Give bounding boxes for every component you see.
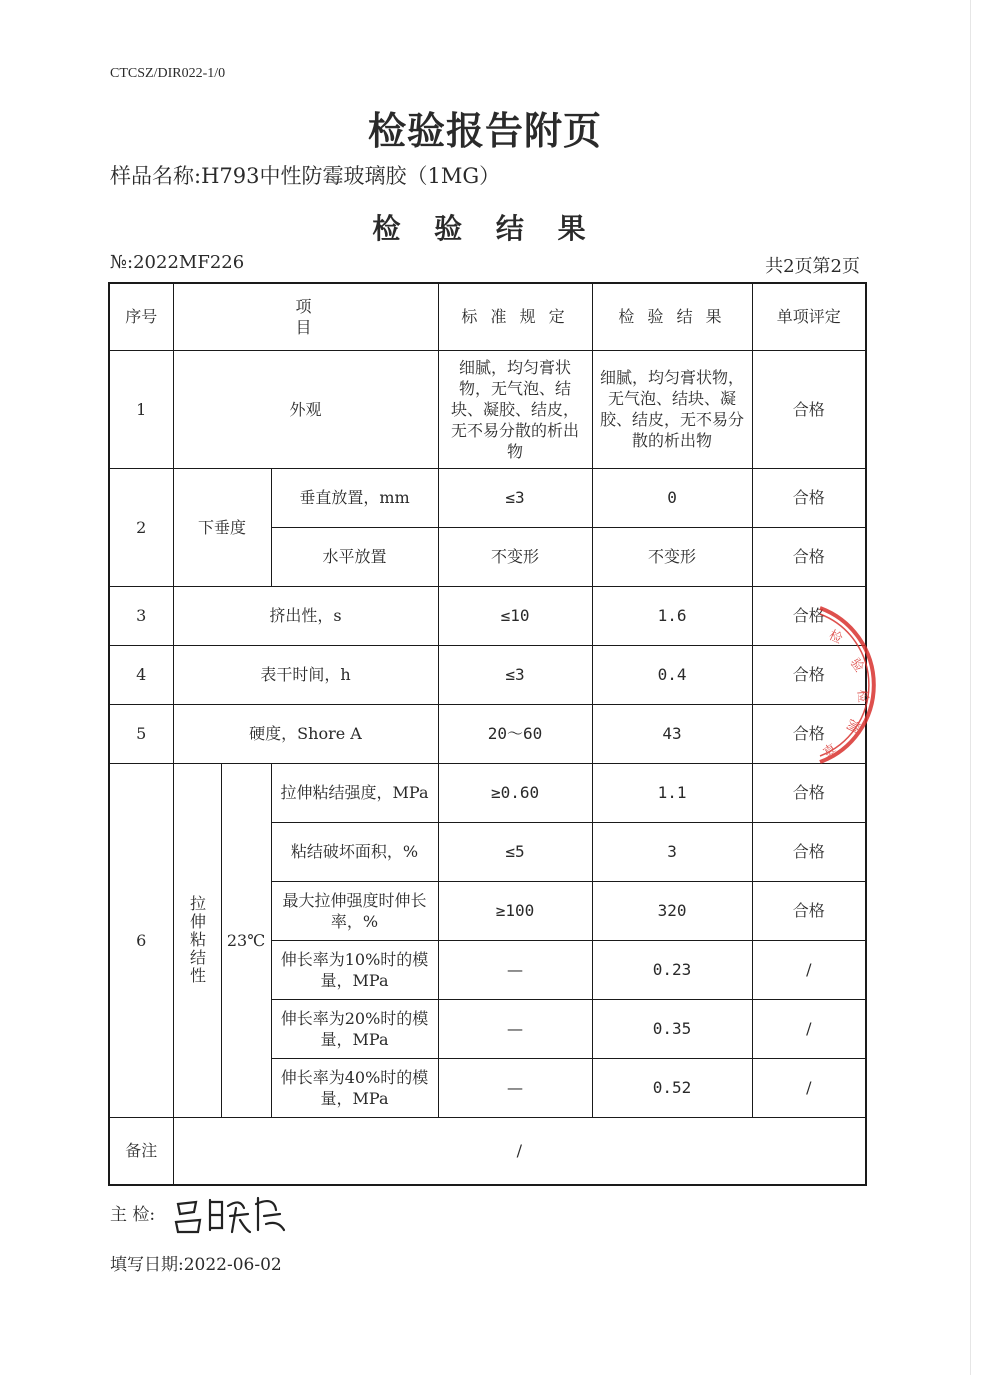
row-result: 3 [592, 822, 752, 881]
inspector-label: 主 检: [110, 1205, 156, 1225]
row-index: 4 [109, 645, 173, 704]
page-count: 共2页第2页 [765, 256, 860, 277]
row-result: 0.52 [592, 1058, 752, 1117]
page-title: 检验报告附页 [367, 108, 602, 153]
table-header-row [109, 283, 866, 350]
fill-date: 填写日期:2022-06-02 [110, 1255, 282, 1275]
table-row [109, 350, 866, 468]
row-verdict: 合格 [752, 822, 866, 881]
document-code: CTCSZ/DIR022-1/0 [110, 66, 226, 81]
row-standard: ≥0.60 [438, 763, 592, 822]
row-result: 0.35 [592, 999, 752, 1058]
row-verdict: 合格 [752, 586, 866, 645]
remarks-value: / [173, 1117, 866, 1185]
page-edge-line [970, 0, 971, 1375]
row-verdict: 合格 [752, 468, 866, 527]
row-verdict: 合格 [752, 704, 866, 763]
row-item: 最大拉伸强度时伸长率，% [271, 881, 438, 940]
row-result: 细腻，均匀膏状物，无气泡、结块、凝胶、结皮，无不易分散的析出物 [592, 350, 752, 468]
table-row [109, 586, 866, 645]
row-item: 表干时间，h [173, 645, 438, 704]
row-verdict: 合格 [752, 763, 866, 822]
row-item: 粘结破坏面积，% [271, 822, 438, 881]
row-item: 挤出性，s [173, 586, 438, 645]
row-result: 1.1 [592, 763, 752, 822]
row-standard: ≤3 [438, 468, 592, 527]
sample-name-line [110, 160, 500, 190]
svg-text:检: 检 [854, 689, 871, 704]
row-group-sag: 下垂度 [173, 468, 271, 586]
row-standard: ≤5 [438, 822, 592, 881]
remarks-label: 备注 [109, 1117, 173, 1185]
row-index: 6 [109, 763, 173, 1117]
header-item: 项目 [173, 283, 438, 350]
inspector-signature [170, 1190, 290, 1238]
results-table [108, 282, 867, 1186]
row-item: 硬度，Shore A [173, 704, 438, 763]
header-verdict: 单项评定 [752, 283, 866, 350]
row-index: 2 [109, 468, 173, 586]
row-result: 1.6 [592, 586, 752, 645]
row-result: 0 [592, 468, 752, 527]
row-standard: — [438, 940, 592, 999]
row-verdict: / [752, 1058, 866, 1117]
row-verdict: 合格 [752, 350, 866, 468]
row-condition: 23℃ [221, 763, 271, 1117]
row-standard: ≥100 [438, 881, 592, 940]
section-title: 检 验 结 果 [372, 212, 598, 245]
row-index: 3 [109, 586, 173, 645]
row-item: 垂直放置，mm [271, 468, 438, 527]
svg-text:章: 章 [819, 738, 839, 759]
row-item: 伸长率为10%时的模量，MPa [271, 940, 438, 999]
row-standard: — [438, 1058, 592, 1117]
svg-text:验: 验 [846, 655, 867, 675]
header-index: 序号 [109, 283, 173, 350]
row-item: 外观 [173, 350, 438, 468]
row-verdict: 合格 [752, 881, 866, 940]
tensile-group-label: 拉伸粘结性 [187, 895, 207, 985]
table-row [109, 763, 866, 822]
row-standard: 20～60 [438, 704, 592, 763]
row-item: 拉伸粘结强度，MPa [271, 763, 438, 822]
sample-name-label: 样品名称: [110, 164, 202, 188]
row-item: 伸长率为20%时的模量，MPa [271, 999, 438, 1058]
row-item: 水平放置 [271, 527, 438, 586]
row-standard: — [438, 999, 592, 1058]
row-result: 0.23 [592, 940, 752, 999]
svg-text:测: 测 [842, 716, 862, 735]
row-standard: 细腻，均匀膏状物，无气泡、结块、凝胶、结皮，无不易分散的析出物 [438, 350, 592, 468]
row-verdict: 合格 [752, 527, 866, 586]
report-number: №:2022MF226 [110, 252, 245, 273]
table-row [109, 645, 866, 704]
remarks-row [109, 1117, 866, 1185]
row-result: 不变形 [592, 527, 752, 586]
row-index: 5 [109, 704, 173, 763]
row-item: 伸长率为40%时的模量，MPa [271, 1058, 438, 1117]
row-group-tensile [173, 763, 221, 1117]
row-verdict: / [752, 940, 866, 999]
sample-name-value: H793中性防霉玻璃胶（1MG） [201, 164, 501, 188]
row-result: 43 [592, 704, 752, 763]
header-standard: 标 准 规 定 [438, 283, 592, 350]
row-index: 1 [109, 350, 173, 468]
svg-text:检: 检 [826, 628, 845, 648]
header-result: 检 验 结 果 [592, 283, 752, 350]
row-result: 0.4 [592, 645, 752, 704]
row-standard: ≤3 [438, 645, 592, 704]
row-result: 320 [592, 881, 752, 940]
row-standard: 不变形 [438, 527, 592, 586]
row-verdict: 合格 [752, 645, 866, 704]
table-row [109, 468, 866, 527]
row-standard: ≤10 [438, 586, 592, 645]
row-verdict: / [752, 999, 866, 1058]
table-row [109, 704, 866, 763]
